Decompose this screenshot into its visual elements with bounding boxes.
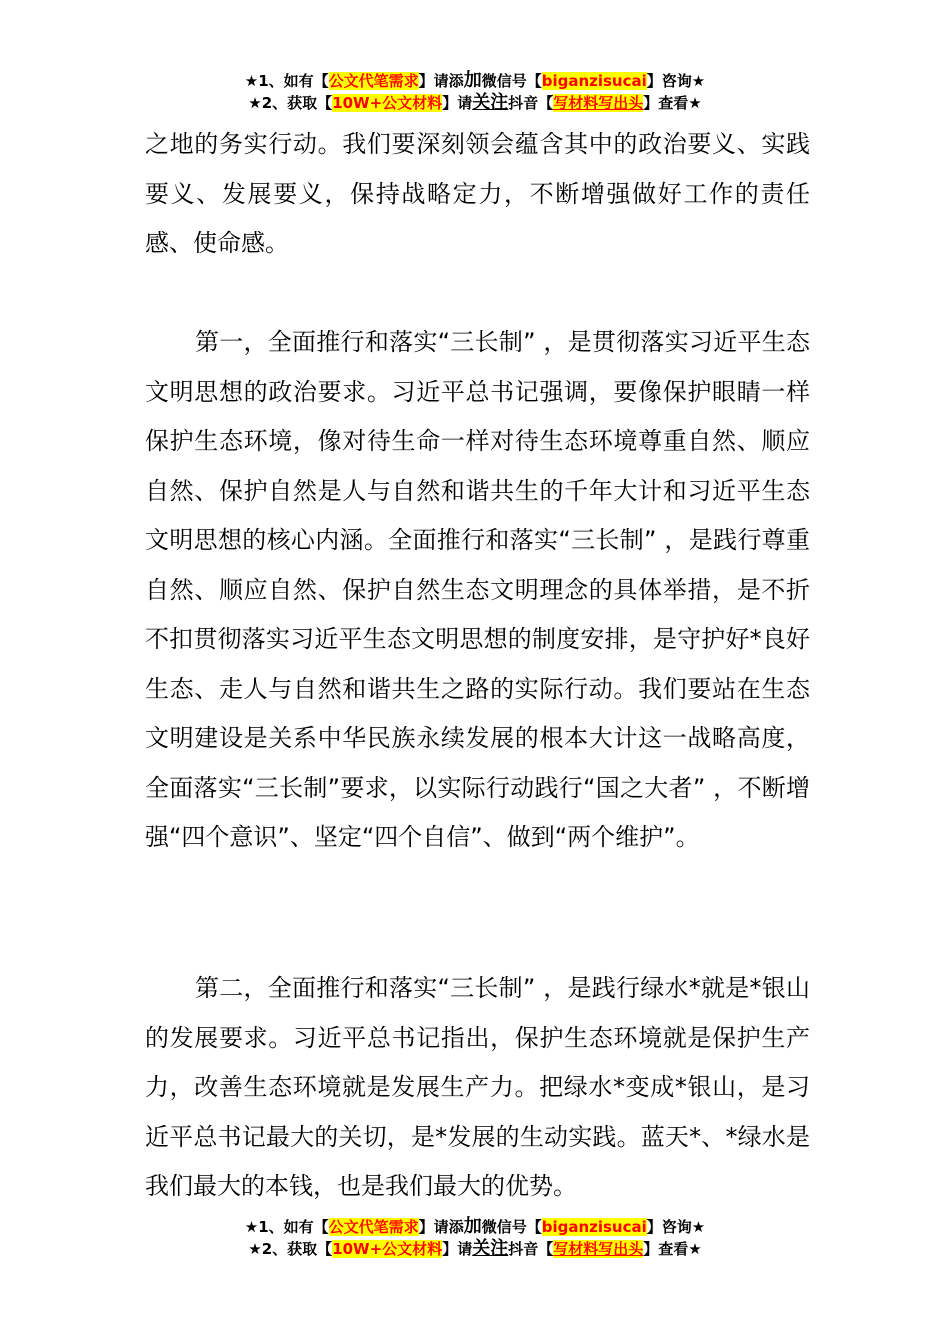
highlight-ghostwriting: 公文代笔需求 bbox=[328, 72, 419, 90]
footer-highlight-wechat-id: biganzisucai bbox=[541, 1218, 647, 1236]
footer-highlight-materials: 10W+公文材料 bbox=[332, 1240, 443, 1258]
footer-highlight-douyin: 写材料写出头 bbox=[553, 1240, 644, 1258]
paragraph-second bbox=[145, 964, 810, 1212]
banner-line-2: ★2、获取【10W+公文材料】请关注抖音【写材料写出头】查看★ bbox=[248, 92, 702, 113]
header-banner bbox=[0, 70, 950, 114]
banner-line-1: ★1、如有【公文代笔需求】请添加微信号【biganzisucai】咨询★ bbox=[244, 70, 706, 91]
highlight-materials: 10W+公文材料 bbox=[332, 94, 443, 112]
paragraph-first bbox=[145, 318, 810, 863]
footer-line-1: ★1、如有【公文代笔需求】请添加微信号【biganzisucai】咨询★ bbox=[244, 1216, 706, 1237]
continued-fragment bbox=[145, 120, 810, 269]
highlight-douyin: 写材料写出头 bbox=[553, 94, 644, 112]
paragraph-second-text: 第二，全面推行和落实“三长制” ，是践行绿水*就是*银山的发展要求。习近平总书记指出，保护生态环境就是保护生产力，改善生态环境就是发展生产力。把绿水*变成*银山，是习近平总书记最大的关切，是*发展的生动实践。蓝天*、*绿水是我们最大的本钱，也是我们最大的优势。 bbox=[145, 974, 810, 1200]
paragraph-first-text: 第一，全面推行和落实“三长制” ，是贯彻落实习近平生态文明思想的政治要求。习近平总书记强调，要像保护眼睛一样保护生态环境，像对待生命一样对待生态环境尊重自然、顺应自然、保护自然是人与自然和谐共生的千年大计和习近平生态文明思想的核心内涵。全面推行和落实“三长制” ，是践行尊重自然、顺应自然、保护自然生态文明理念的具体举措，是不折不扣贯彻落实习近平生态文明思想的制度安排，是守护好*良好生态、走人与自然和谐共生之路的实际行动。我们要站在生态文明建设是关系中华民族永续发展的根本大计这一战略高度，全面落实“三长制”要求，以实际行动践行“国之大者” ，不断增强“四个意识”、坚定“四个自信”、做到“两个维护”。 bbox=[145, 328, 810, 851]
fragment-text: 之地的务实行动。我们要深刻领会蕴含其中的政治要义、实践要义、发展要义，保持战略定力，不断增强做好工作的责任感、使命感。 bbox=[145, 130, 810, 257]
footer-line-2: ★2、获取【10W+公文材料】请关注抖音【写材料写出头】查看★ bbox=[248, 1238, 702, 1259]
footer-banner bbox=[0, 1216, 950, 1260]
highlight-wechat-id: biganzisucai bbox=[541, 72, 647, 90]
footer-highlight-ghostwriting: 公文代笔需求 bbox=[328, 1218, 419, 1236]
